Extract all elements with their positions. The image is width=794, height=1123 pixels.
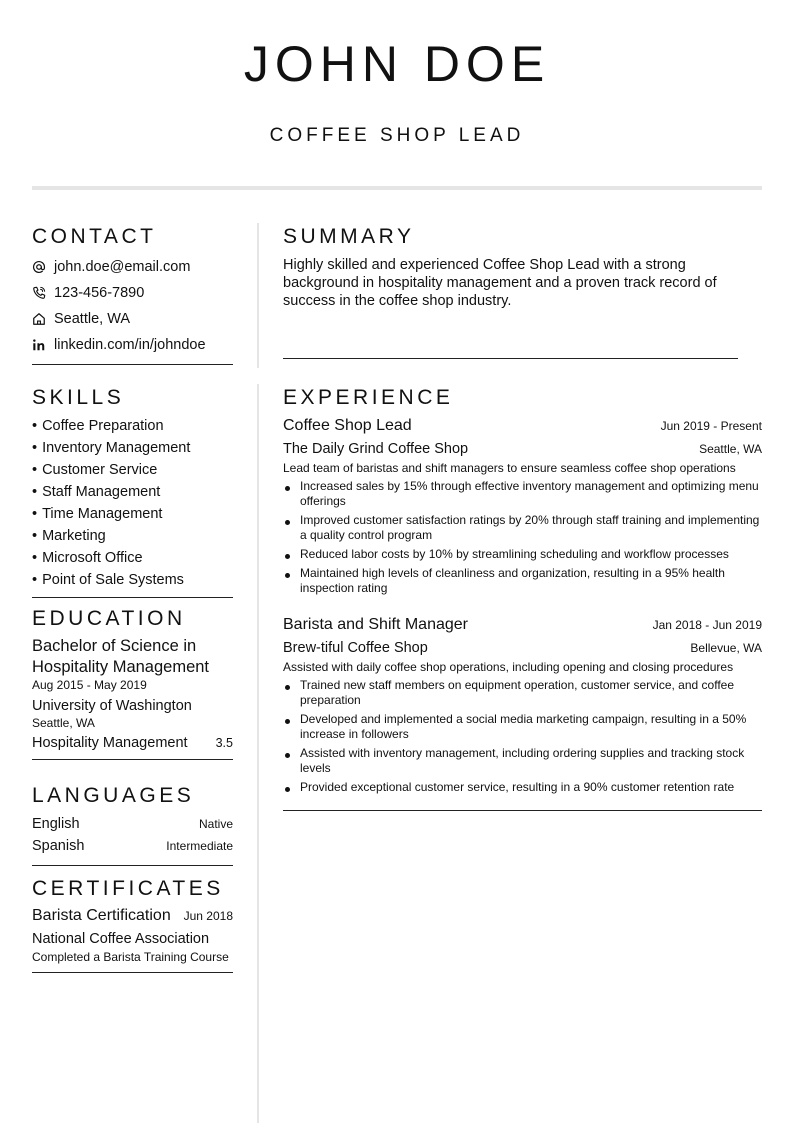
education-major: Hospitality Management bbox=[32, 735, 188, 751]
bullet-dot: • bbox=[32, 506, 38, 522]
job-title-row bbox=[283, 415, 762, 437]
certificate-date: Jun 2018 bbox=[183, 909, 233, 923]
skill-label: Customer Service bbox=[42, 462, 158, 478]
column-divider-bottom bbox=[257, 384, 259, 1123]
education-location: Seattle, WA bbox=[32, 716, 95, 730]
bullet-dot: • bbox=[32, 418, 38, 434]
skill-item bbox=[32, 525, 233, 547]
job-position: Barista and Shift Manager bbox=[283, 616, 468, 633]
job-company-row bbox=[283, 636, 762, 658]
education-dates: Aug 2015 - May 2019 bbox=[32, 678, 147, 692]
job-company: The Daily Grind Coffee Shop bbox=[283, 441, 469, 457]
job-dates: Jan 2018 - Jun 2019 bbox=[652, 618, 762, 632]
job-entry bbox=[283, 614, 762, 795]
certificates-section bbox=[32, 876, 233, 973]
contact-heading: CONTACT bbox=[32, 225, 157, 248]
bullet-dot: • bbox=[32, 572, 38, 588]
job-description: Lead team of baristas and shift managers to ensure seamless coffee shop operations bbox=[283, 461, 736, 475]
achievement-item: Trained new staff members on equipment operation, customer service, and coffee preparation bbox=[283, 678, 762, 708]
achievement-item: Improved customer satisfaction ratings by 20% through staff training and implementing a quality control program bbox=[283, 513, 762, 543]
contact-location-text: Seattle, WA bbox=[54, 311, 131, 327]
job-achievements bbox=[283, 678, 762, 795]
language-level: Native bbox=[198, 817, 233, 831]
language-level: Intermediate bbox=[166, 839, 233, 853]
skill-label: Point of Sale Systems bbox=[42, 572, 184, 588]
job-entry bbox=[283, 415, 762, 596]
summary-section bbox=[283, 224, 738, 310]
achievement-item: Increased sales by 15% through effective inventory management and optimizing menu offerings bbox=[283, 479, 762, 509]
contact-section bbox=[32, 224, 233, 365]
education-section bbox=[32, 606, 233, 760]
achievement-item: Assisted with inventory management, including ordering supplies and tracking stock levels bbox=[283, 746, 762, 776]
contact-linkedin bbox=[32, 332, 233, 358]
bullet-dot: • bbox=[32, 440, 38, 456]
job-dates: Jun 2019 - Present bbox=[660, 419, 762, 433]
home-icon bbox=[32, 312, 46, 326]
certificate-name: Barista Certification bbox=[32, 907, 171, 924]
language-item bbox=[32, 835, 233, 857]
achievement-item: Provided exceptional customer service, resulting in a 90% customer retention rate bbox=[283, 780, 762, 795]
achievement-item: Developed and implemented a social media marketing campaign, resulting in a 50% increase in followers bbox=[283, 712, 762, 742]
contact-email bbox=[32, 254, 233, 280]
skill-item bbox=[32, 569, 233, 591]
certificate-title-row bbox=[32, 906, 233, 926]
skill-label: Time Management bbox=[42, 506, 163, 522]
job-title: COFFEE SHOP LEAD bbox=[269, 125, 525, 146]
skill-item bbox=[32, 415, 233, 437]
experience-section bbox=[283, 385, 762, 811]
skill-label: Inventory Management bbox=[42, 440, 191, 456]
experience-heading: EXPERIENCE bbox=[283, 386, 454, 409]
skill-item bbox=[32, 459, 233, 481]
skill-item bbox=[32, 437, 233, 459]
education-degree: Bachelor of Science in Hospitality Management bbox=[32, 637, 210, 676]
certificate-organization: National Coffee Association bbox=[32, 931, 210, 947]
achievement-item: Reduced labor costs by 10% by streamlining scheduling and workflow processes bbox=[283, 547, 762, 562]
language-name: Spanish bbox=[32, 838, 85, 854]
job-company: Brew-tiful Coffee Shop bbox=[283, 640, 428, 656]
skill-item bbox=[32, 481, 233, 503]
languages-heading: LANGUAGES bbox=[32, 784, 195, 807]
achievement-item: Maintained high levels of cleanliness and organization, resulting in a 95% health inspection rating bbox=[283, 566, 762, 596]
skill-item bbox=[32, 503, 233, 525]
phone-icon bbox=[32, 286, 46, 300]
contact-phone bbox=[32, 280, 233, 306]
job-company-row bbox=[283, 437, 762, 459]
linkedin-icon bbox=[32, 338, 46, 352]
bullet-dot: • bbox=[32, 528, 38, 544]
language-name: English bbox=[32, 816, 80, 832]
language-item bbox=[32, 813, 233, 835]
contact-email-text[interactable]: john.doe@email.com bbox=[54, 259, 191, 275]
skill-label: Coffee Preparation bbox=[42, 418, 164, 434]
candidate-name: JOHN DOE bbox=[243, 36, 551, 92]
bullet-dot: • bbox=[32, 462, 38, 478]
bullet-dot: • bbox=[32, 550, 38, 566]
skill-label: Staff Management bbox=[42, 484, 161, 500]
summary-heading: SUMMARY bbox=[283, 225, 415, 248]
skill-label: Microsoft Office bbox=[42, 550, 143, 566]
job-location: Seattle, WA bbox=[699, 442, 762, 456]
education-heading: EDUCATION bbox=[32, 607, 186, 630]
summary-divider bbox=[283, 358, 738, 359]
certificate-description: Completed a Barista Training Course bbox=[32, 950, 229, 964]
job-title-row bbox=[283, 614, 762, 636]
column-divider-top bbox=[257, 223, 259, 368]
contact-phone-text[interactable]: 123-456-7890 bbox=[54, 285, 145, 301]
job-location: Bellevue, WA bbox=[690, 641, 762, 655]
education-gpa: 3.5 bbox=[215, 736, 233, 750]
skill-label: Marketing bbox=[42, 528, 106, 544]
education-school: University of Washington bbox=[32, 698, 192, 714]
skill-item bbox=[32, 547, 233, 569]
skills-section bbox=[32, 385, 233, 598]
languages-section bbox=[32, 783, 233, 866]
contact-linkedin-text[interactable]: linkedin.com/in/johndoe bbox=[54, 337, 206, 353]
job-achievements bbox=[283, 479, 762, 596]
certificates-heading: CERTIFICATES bbox=[32, 877, 224, 900]
job-position: Coffee Shop Lead bbox=[283, 417, 412, 434]
bullet-dot: • bbox=[32, 484, 38, 500]
skills-heading: SKILLS bbox=[32, 386, 125, 409]
header-divider bbox=[32, 186, 762, 190]
summary-text: Highly skilled and experienced Coffee Shop Lead with a strong background in hospitality management and a proven track record of success in the coffee shop industry. bbox=[283, 257, 717, 309]
contact-location bbox=[32, 306, 233, 332]
job-description: Assisted with daily coffee shop operations, including opening and closing procedures bbox=[283, 660, 734, 674]
education-major-row bbox=[32, 733, 233, 753]
at-icon bbox=[32, 260, 46, 274]
